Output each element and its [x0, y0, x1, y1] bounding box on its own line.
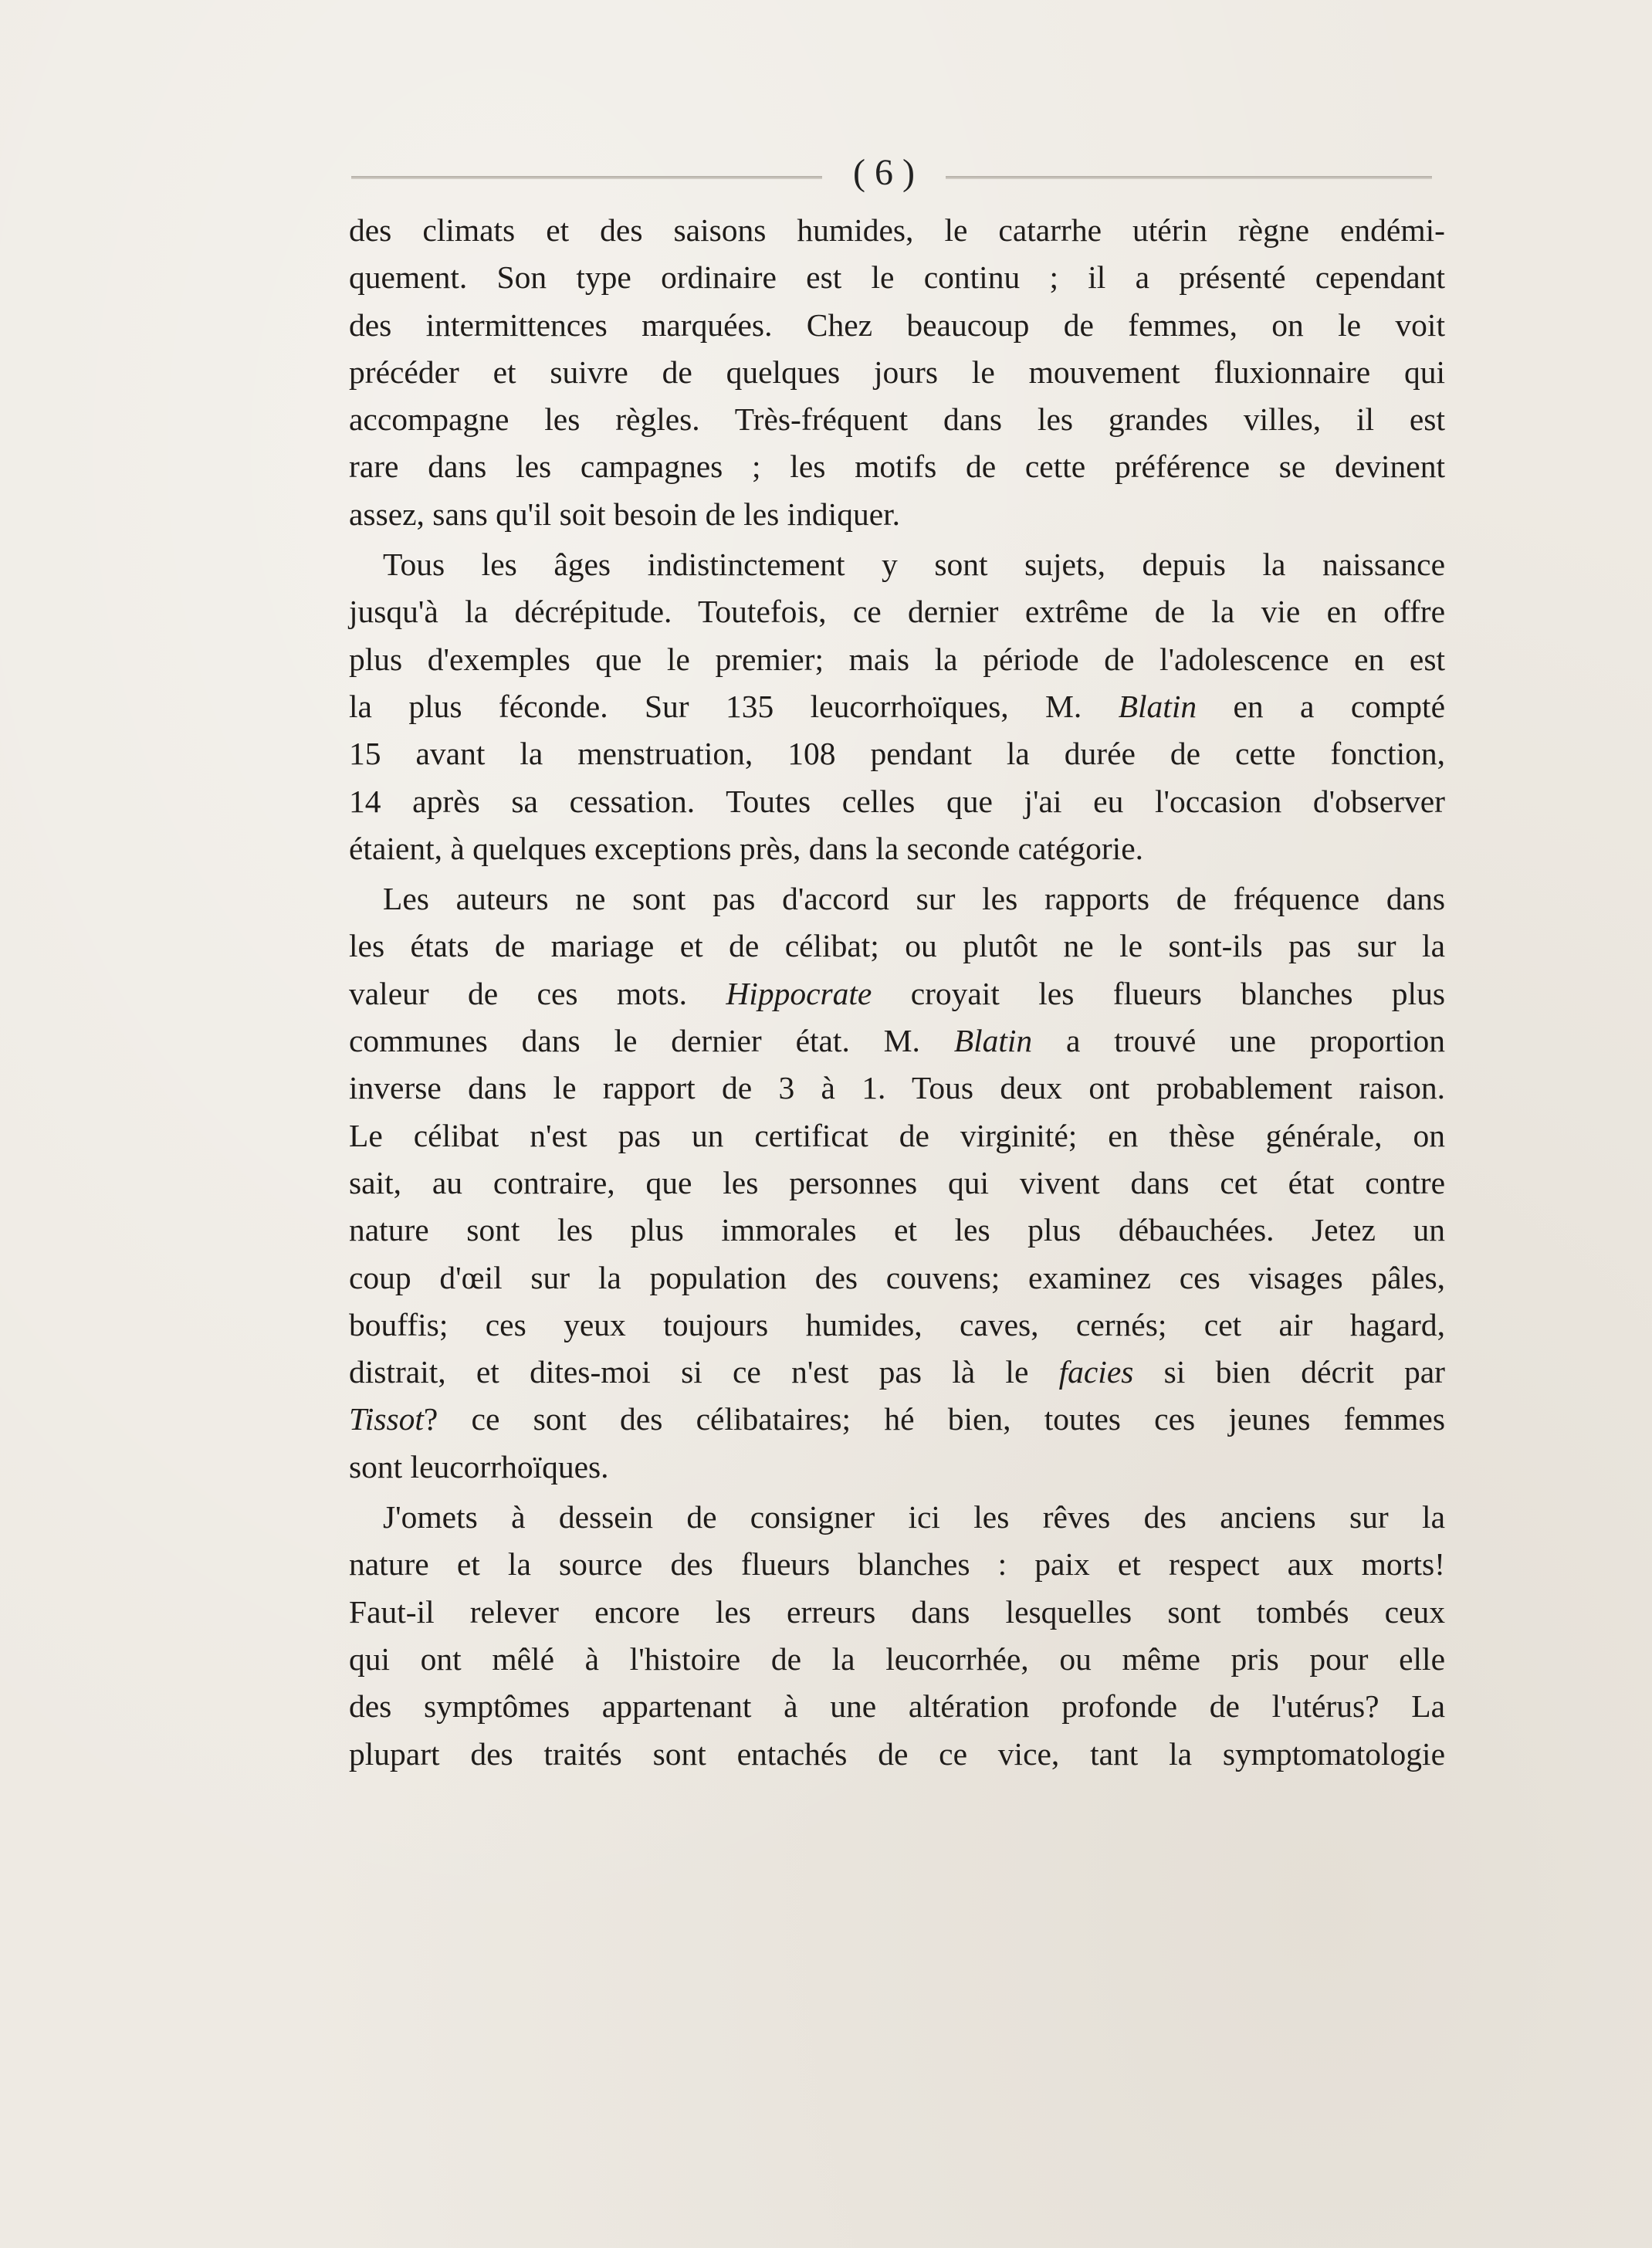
text-line	[349, 1396, 1445, 1443]
page-header	[351, 151, 1432, 198]
text-line: J'omets à dessein de consigner ici les rêves des anciens sur la	[383, 1499, 1445, 1535]
body-text	[349, 207, 1445, 1778]
text-line: 15 avant la menstruation, 108 pendant la durée de cette fonction,	[349, 736, 1445, 772]
text-line: quement. Son type ordinaire est le continu ; il a présenté cependant	[349, 259, 1445, 296]
text-line: les états de mariage et de célibat; ou plutôt ne le sont-ils pas sur la	[349, 928, 1445, 964]
page-number: ( 6 )	[853, 152, 915, 193]
term-italic: facies	[1058, 1354, 1134, 1390]
author-name-italic: Blatin	[953, 1023, 1033, 1059]
text-line: des climats et des saisons humides, le catarrhe utérin règne endémi-	[349, 212, 1445, 248]
text-line: coup d'œil sur la population des couvens; examinez ces visages pâles,	[349, 1259, 1445, 1295]
text-line: nature sont les plus immorales et les plus débauchées. Jetez un	[349, 1212, 1445, 1248]
text-run: ? ce sont des célibataires; hé bien, toutes ces jeunes femmes	[423, 1401, 1445, 1437]
text-line: Faut-il relever encore les erreurs dans lesquelles sont tombés ceux	[349, 1593, 1445, 1630]
text-line	[349, 1349, 1445, 1396]
text-line	[349, 1017, 1445, 1065]
author-name-italic: Hippocrate	[726, 975, 872, 1011]
text-line: assez, sans qu'il soit besoin de les indiquer.	[349, 496, 901, 532]
text-line: des intermittences marquées. Chez beaucoup de femmes, on le voit	[349, 306, 1445, 343]
text-line: sont leucorrhoïques.	[349, 1448, 609, 1485]
text-run: distrait, et dites-moi si ce n'est pas là le	[349, 1354, 1059, 1390]
text-run: la plus féconde. Sur 135 leucorrhoïques, M.	[349, 688, 1119, 724]
text-line: Tous les âges indistinctement y sont sujets, depuis la naissance	[383, 547, 1445, 583]
text-run: communes dans le dernier état. M.	[349, 1023, 954, 1059]
text-run: croyait les flueurs blanches plus	[872, 975, 1445, 1011]
text-run: si bien décrit par	[1133, 1354, 1445, 1390]
text-line: précéder et suivre de quelques jours le mouvement fluxionnaire qui	[349, 354, 1445, 390]
text-line: des symptômes appartenant à une altération profonde de l'utérus? La	[349, 1688, 1445, 1725]
text-line: qui ont mêlé à l'histoire de la leucorrhée, ou même pris pour elle	[349, 1640, 1445, 1677]
text-run: a trouvé une proportion	[1032, 1023, 1445, 1059]
text-line: nature et la source des flueurs blanches : paix et respect aux morts!	[349, 1546, 1445, 1583]
text-line: rare dans les campagnes ; les motifs de cette préférence se devinent	[349, 449, 1445, 485]
header-rule-right	[946, 176, 1432, 179]
text-line: accompagne les règles. Très-fréquent dans les grandes villes, il est	[349, 401, 1445, 438]
text-line: Le célibat n'est pas un certificat de virginité; en thèse générale, on	[349, 1117, 1445, 1153]
text-line: étaient, à quelques exceptions près, dans la seconde catégorie.	[349, 830, 1144, 866]
header-rule-left	[351, 176, 822, 179]
text-line	[349, 683, 1445, 730]
text-line: sait, au contraire, que les personnes qui vivent dans cet état contre	[349, 1164, 1445, 1200]
text-line: bouffis; ces yeux toujours humides, caves, cernés; cet air hagard,	[349, 1306, 1445, 1342]
author-name-italic: Tissot	[349, 1401, 424, 1437]
text-line: 14 après sa cessation. Toutes celles que j'ai eu l'occasion d'observer	[349, 783, 1445, 819]
text-line	[349, 970, 1445, 1017]
author-name-italic: Blatin	[1118, 688, 1197, 724]
text-line: plus d'exemples que le premier; mais la période de l'adolescence en est	[349, 641, 1445, 677]
text-line: Les auteurs ne sont pas d'accord sur les rapports de fréquence dans	[383, 881, 1445, 917]
text-line: inverse dans le rapport de 3 à 1. Tous deux ont probablement raison.	[349, 1070, 1445, 1106]
text-line: jusqu'à la décrépitude. Toutefois, ce dernier extrême de la vie en offre	[349, 594, 1445, 630]
text-line: plupart des traités sont entachés de ce vice, tant la symptomatologie	[349, 1735, 1445, 1772]
text-run: en a compté	[1197, 688, 1445, 724]
text-run: valeur de ces mots.	[349, 975, 726, 1011]
